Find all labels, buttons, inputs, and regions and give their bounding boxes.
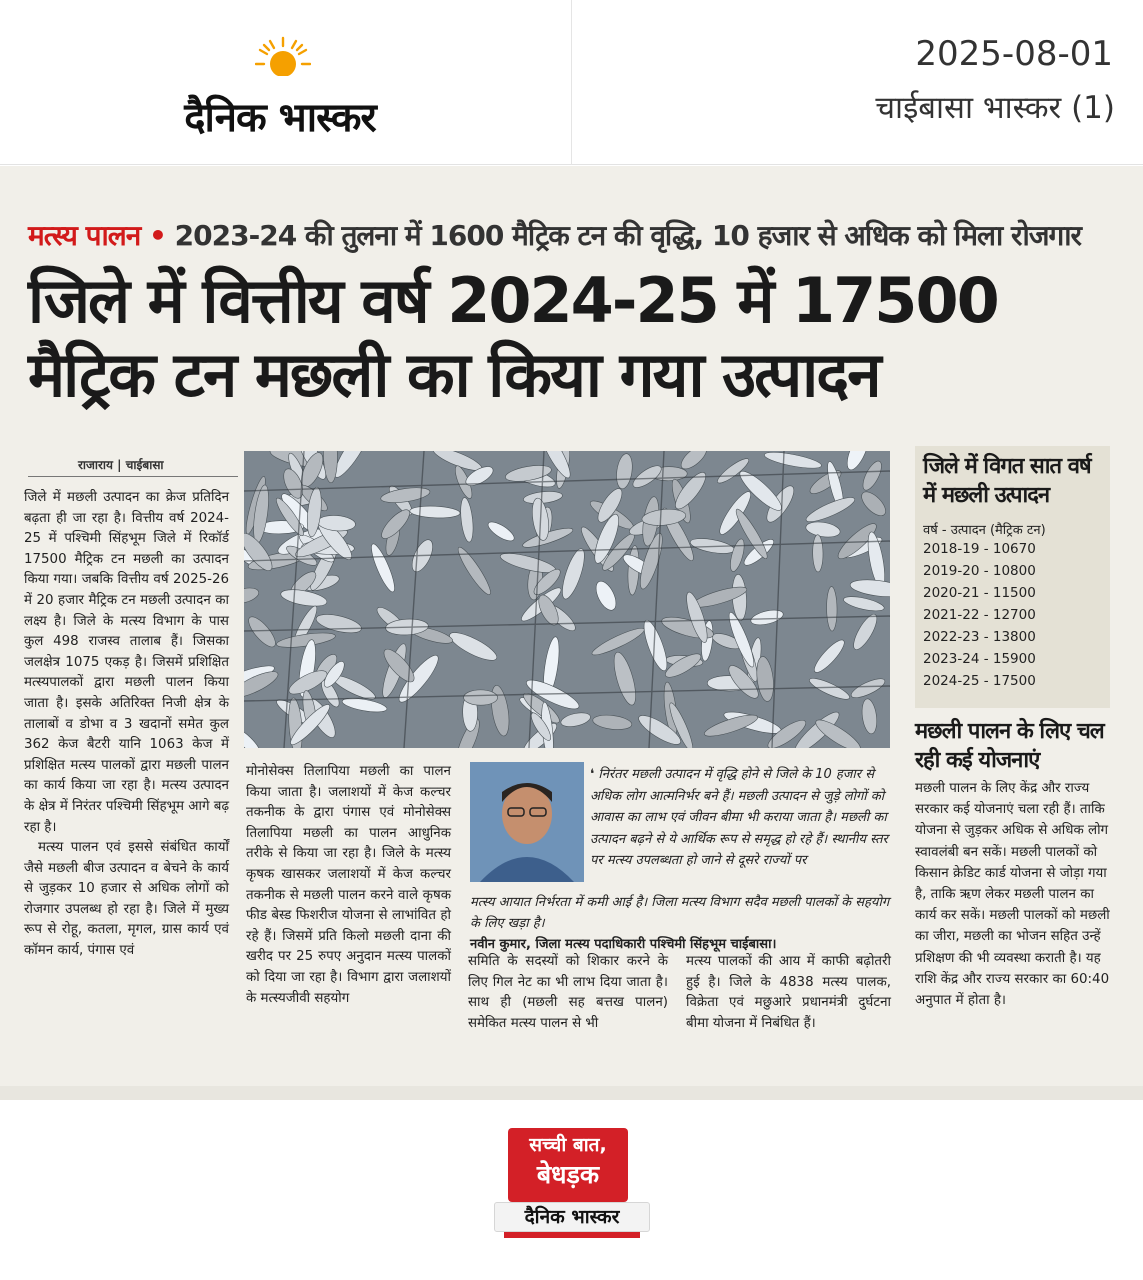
production-row: 2023-24 - 15900 [923, 651, 1036, 667]
stamp-foot [504, 1232, 640, 1238]
article-column-1 [24, 488, 229, 962]
stamp-line-1: सच्ची बात, [529, 1134, 607, 1156]
news-clipping [0, 166, 1143, 1100]
production-row: 2022-23 - 13800 [923, 629, 1036, 645]
stamp-label: दैनिक भास्कर [494, 1202, 650, 1232]
production-row: 2020-21 - 11500 [923, 585, 1036, 601]
clipping-bottom-strip [0, 1086, 1143, 1100]
official-quote-continued [470, 892, 890, 955]
article-paragraph: मत्स्य पालकों की आय में काफी बढ़ोतरी हुई है। जिले के 4838 मत्स्य पालक, विक्रेता एवं मछुआरे प्रधानमंत्री दुर्घटना बीमा योजना में निबंधित हैं। [686, 954, 891, 1031]
article-paragraph: समिति के सदस्यों को शिकार करने के लिए गिल नेट का भी लाभ दिया जाता है। साथ ही (मछली सह बत्तख पालन) समेकित मत्स्य पालन से भी [468, 954, 668, 1031]
article-column-2 [246, 762, 451, 1009]
stamp-red-box [508, 1128, 628, 1202]
article-paragraph: जिले में मछली उत्पादन का क्रेज प्रतिदिन बढ़ता ही जा रहा है। वित्तीय वर्ष 2024-25 में पश्चिमी सिंहभूम जिले में रिकॉर्ड 17500 मैट्रिक टन मछली का उत्पादन किया गया। जबकि वित्तीय वर्ष 2025-26 में 20 हजार मैट्रिक टन मछली उत्पादन का लक्ष्य है। जिले के मत्स्य विभाग के पास कुल 498 राजस्व तालाब हैं। जिसका जलक्षेत्र 1075 एकड़ है। जिसमें प्रशिक्षित मत्स्यपालकों द्वारा मछली पालन किया जाता है। इसके अतिरिक्त निजी क्षेत्र के तालाबों व डोभा व 3 खदानों समेत कुल 362 केज बैटरी यानि 1063 केज में प्रशिक्षित मत्स्य पालकों द्वारा मछली पालन का कार्य किया जा रहा है। मत्स्य उत्पादन के क्षेत्र में निरंतर पश्चिमी सिंहभूम आगे बढ़ रहा है। [24, 490, 229, 835]
portrait-graphic [470, 762, 584, 882]
production-table-title: जिले में विगत सात वर्ष में मछली उत्पादन [923, 454, 1091, 508]
kicker-tag: मत्स्य पालन [28, 219, 141, 252]
stamp-line-2: बेधड़क [536, 1160, 600, 1189]
kicker-bullet-icon: • [149, 219, 166, 252]
schemes-body: मछली पालन के लिए केंद्र और राज्य सरकार कई योजनाएं चला रही हैं। ताकि योजना से जुड़कर अधिक से अधिक लोग स्वावलंबी बन सकें। मछली पालकों को किसान क्रेडिट कार्ड योजना से जोड़ा गया है, ताकि ऋण लेकर मछली पालन का कार्य कर सकें। मछली पालकों को मछली का जीरा, मछली का भोजन सहित उन्हें प्रशिक्षण की भी व्यवस्था कराती है। यह राशि केंद्र और राज्य सरकार का 60:40 अनुपात में होता है। [915, 781, 1110, 1009]
byline: राजाराय | चाईबासा [78, 458, 164, 472]
article-column-4 [686, 952, 891, 1034]
page-header [0, 0, 1143, 165]
production-table-box [915, 446, 1110, 708]
official-portrait [470, 762, 584, 882]
production-row: 2019-20 - 10800 [923, 563, 1036, 579]
production-row: 2018-19 - 10670 [923, 541, 1036, 557]
edition-name: चाईबासा भास्कर (1) [875, 90, 1115, 126]
header-divider [571, 0, 572, 165]
production-row: 2024-25 - 17500 [923, 673, 1036, 689]
brand-stamp [494, 1128, 650, 1240]
article-paragraph: मत्स्य पालन एवं इससे संबंधित कार्यों जैसे मछली बीज उत्पादन व बेचने के कार्य से जुड़कर 10 हजार से अधिक लोगों को रोजगार उपलब्ध हो रहा है। जिले में मुख्य रूप से रोहू, कतला, मृगल, ग्रास कार्य एवं कॉमन कार्य, पंगास एवं [24, 840, 229, 959]
quote-text-continued: मत्स्य आयात निर्भरता में कमी आई है। जिला मत्स्य विभाग सदैव मछली पालकों के सहयोग के लिए खड़ा है। [470, 895, 890, 931]
official-quote [590, 764, 890, 872]
quote-signature: नवीन कुमार, जिला मत्स्य पदाधिकारी पश्चिमी सिंहभूम चाईबासा। [470, 937, 777, 952]
quote-mark-icon: ❛ [590, 767, 595, 782]
article-paragraph: मोनोसेक्स तिलापिया मछली का पालन किया जाता है। जलाशयों में केज कल्चर तकनीक के द्वारा पंगास एवं मोनोसेक्स तिलापिया मछली का पालन आधुनिक तरीके से किया जा रहा है। जिले के मत्स्य कृषक खासकर जलाशयों में केज कल्चर तकनीक से मछली पालन करने वाले कृषक फीड बेस्ड फिशरीज योजना से लाभांवित हो रहे हैं। जिसमें प्रति किलो मछली दाना की खरीद पर 25 रुपए अनुदान मत्स्य पालकों को दिया जा रहा है। विभाग द्वारा जलाशयों के मत्स्यजीवी सहयोग [246, 764, 451, 1006]
headline-line-1: जिले में वित्तीय वर्ष 2024-25 में 17500 [28, 264, 998, 337]
kicker-text: 2023-24 की तुलना में 1600 मैट्रिक टन की वृद्धि, 10 हजार से अधिक को मिला रोजगार [174, 219, 1081, 252]
article-column-3 [468, 952, 668, 1034]
schemes-title: मछली पालन के लिए चल रही कई योजनाएं [915, 719, 1104, 773]
production-row: 2021-22 - 12700 [923, 607, 1036, 623]
fish-photo [244, 451, 890, 748]
kicker [28, 216, 1081, 254]
publication-date: 2025-08-01 [915, 34, 1113, 74]
fish-photo-graphic [244, 451, 890, 748]
brand-name: दैनिक भास्कर [184, 95, 376, 141]
production-table-header: वर्ष - उत्पादन (मैट्रिक टन) [923, 523, 1046, 538]
brand-logo [140, 36, 420, 141]
headline-line-2: मैट्रिक टन मछली का किया गया उत्पादन [28, 338, 880, 411]
quote-text: निरंतर मछली उत्पादन में वृद्धि होने से जिले के 10 हजार से अधिक लोग आत्मनिर्भर बने हैं। मछली उत्पादन से जुड़े लोगों को आवास का लाभ एवं जीवन बीमा भी कराया जाता है। मछली का उत्पादन बढ़ने से ये आर्थिक रूप से समृद्ध हो रहे हैं। स्थानीय स्तर पर मत्स्य उपलब्धता हो जाने से दूसरे राज्यों पर [590, 767, 888, 868]
sun-icon [255, 36, 311, 82]
byline-rule [28, 476, 238, 477]
headline [28, 264, 1108, 412]
